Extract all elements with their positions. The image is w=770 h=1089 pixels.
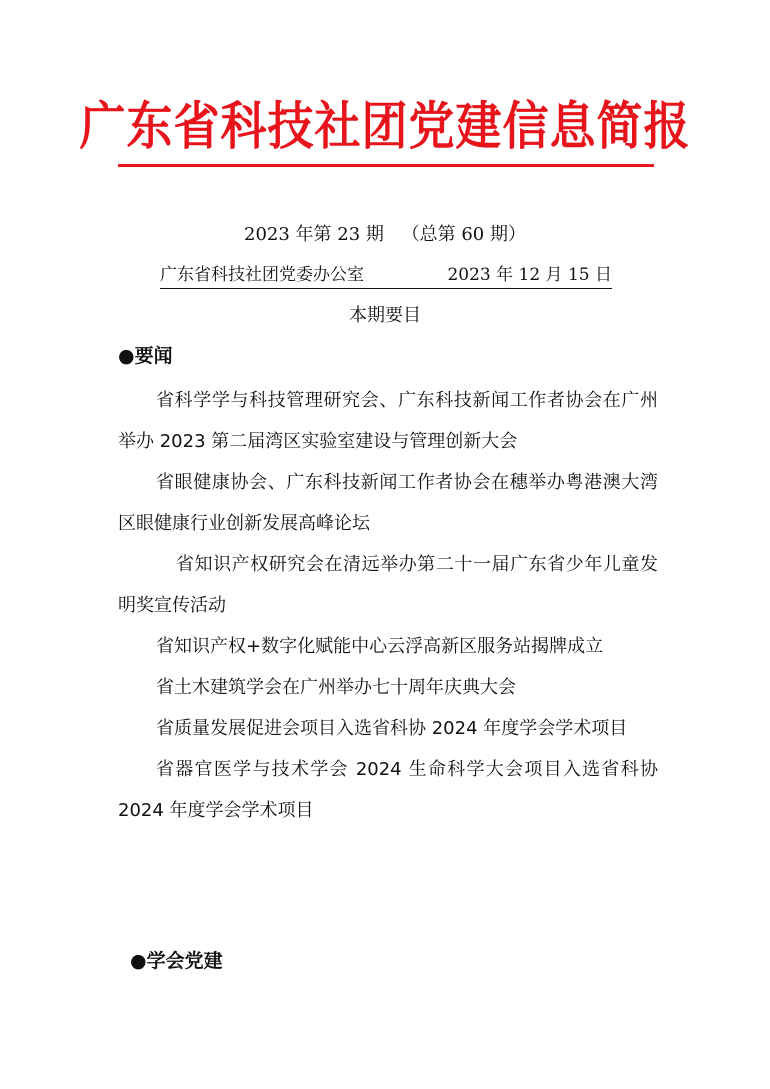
list-item: 省眼健康协会、广东科技新闻工作者协会在穗举办粤港澳大湾区眼健康行业创新发展高峰论坛 [118, 472, 658, 534]
masthead-title: 广东省科技社团党建信息简报 [79, 95, 691, 157]
issue-total: （总第 60 期） [401, 224, 526, 245]
office-line [160, 262, 612, 289]
section-heading-news: ●要闻 [118, 345, 173, 367]
list-item: 省知识产权+数字化赋能中心云浮高新区服务站揭牌成立 [156, 636, 604, 657]
list-item: 省科学学与科技管理研究会、广东科技新闻工作者协会在广州举办 2023 第二届湾区实验室建设与管理创新大会 [118, 390, 658, 452]
list-item: 省质量发展促进会项目入选省科协 2024 年度学会学术项目 [156, 718, 628, 739]
news-list [118, 380, 658, 831]
toc-title: 本期要目 [349, 305, 421, 326]
list-item: 省器官医学与技术学会 2024 生命科学大会项目入选省科协 2024 年度学会学术项目 [118, 759, 658, 821]
masthead [0, 96, 770, 168]
issue-date: 2023 年 12 月 15 日 [447, 265, 612, 285]
list-item: 省知识产权研究会在清远举办第二十一届广东省少年儿童发明奖宣传活动 [118, 554, 658, 616]
list-item: 省土木建筑学会在广州举办七十周年庆典大会 [156, 677, 516, 698]
masthead-underline [118, 164, 654, 167]
issue-line [0, 222, 770, 248]
issue-number: 2023 年第 23 期 [244, 224, 384, 245]
office-name: 广东省科技社团党委办公室 [160, 265, 364, 285]
section-heading-party: ●学会党建 [130, 950, 223, 972]
